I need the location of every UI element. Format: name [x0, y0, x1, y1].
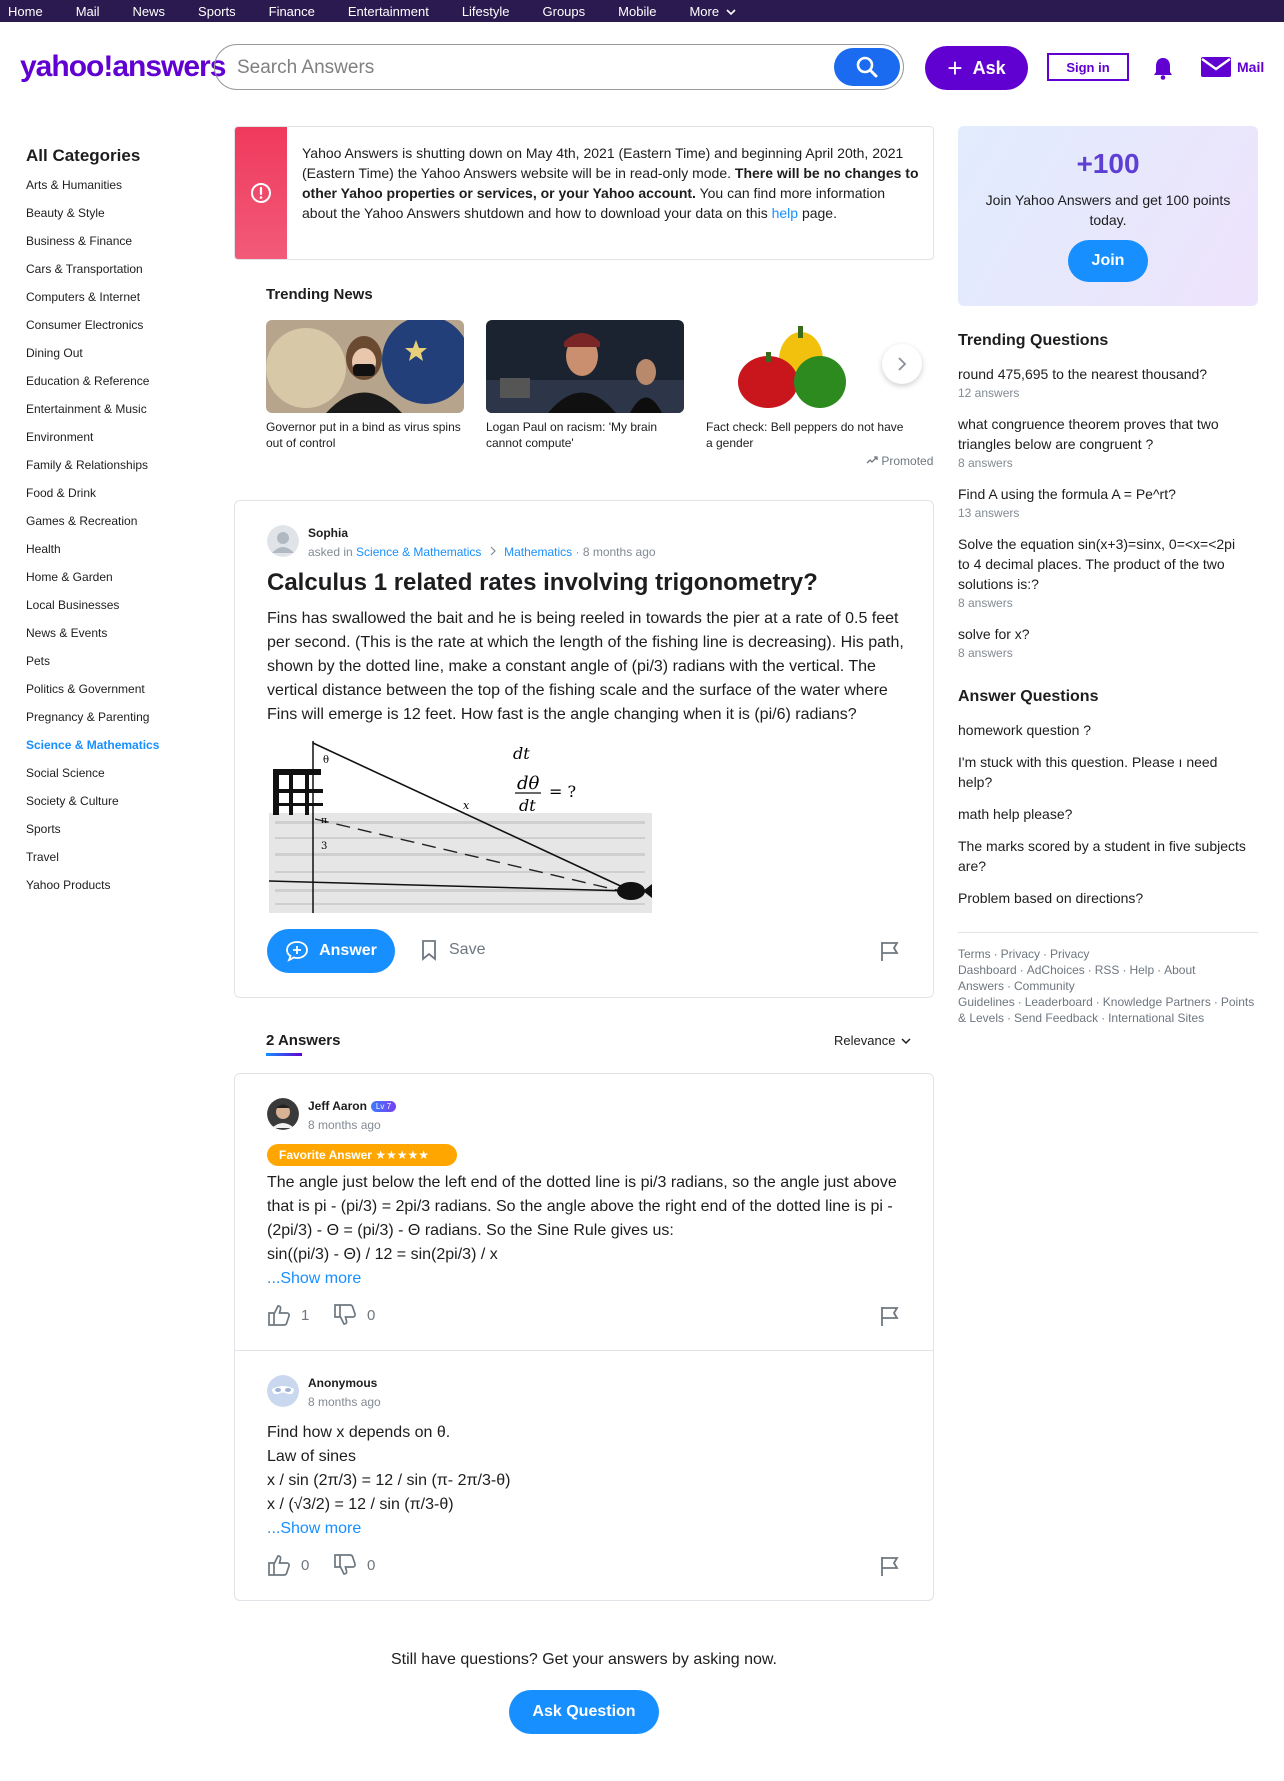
sidebar-category-item[interactable]: Travel	[26, 850, 59, 864]
sidebar-category-item[interactable]: Education & Reference	[26, 374, 150, 388]
anonymous-avatar	[267, 1375, 299, 1407]
news-thumbnail	[486, 320, 684, 413]
trending-questions-title: Trending Questions	[958, 332, 1109, 349]
favorite-answer-badge: Favorite Answer ★★★★★	[267, 1144, 457, 1166]
news-card[interactable]	[266, 320, 464, 451]
yahoo-answers-logo[interactable]	[20, 50, 225, 84]
top-nav	[0, 0, 1284, 22]
search-icon	[856, 56, 878, 78]
footer-link[interactable]: Send Feedback	[1014, 1011, 1099, 1025]
footer-link[interactable]: Community Guidelines	[958, 979, 1075, 1009]
nav-mail[interactable]: Mail	[75, 3, 100, 19]
nav-finance[interactable]: Finance	[268, 3, 315, 19]
sidebar-category-item[interactable]: Entertainment & Music	[26, 402, 147, 416]
sidebar-category-item[interactable]: Computers & Internet	[26, 290, 141, 304]
thumbs-up-button[interactable]	[267, 1304, 309, 1326]
trend-icon	[866, 455, 878, 465]
sidebar-category-item[interactable]: Home & Garden	[26, 570, 113, 584]
chevron-right-icon	[489, 546, 497, 556]
nav-home[interactable]: Home	[8, 3, 43, 19]
sidebar-category-item[interactable]: Arts & Humanities	[26, 178, 123, 192]
subcategory-link[interactable]: Mathematics	[504, 545, 573, 559]
footer-link[interactable]: Privacy Dashboard	[958, 947, 1090, 977]
answer-count: 8 answers	[958, 646, 1013, 660]
category-link[interactable]: Science & Mathematics	[356, 545, 482, 559]
trending-question[interactable]	[958, 484, 1248, 520]
news-caption: Logan Paul on racism: 'My brain cannot compute'	[486, 420, 658, 450]
sidebar-category-item[interactable]: Local Businesses	[26, 598, 120, 612]
answer-time: 8 months ago	[308, 1118, 381, 1132]
thumbs-down-button[interactable]	[333, 1304, 375, 1326]
asker-name[interactable]: Sophia	[308, 526, 349, 540]
footer-links	[958, 946, 1258, 1026]
answers-underline	[266, 1053, 302, 1056]
nav-more[interactable]	[656, 4, 735, 19]
news-thumbnail	[266, 320, 464, 413]
join-text: Join Yahoo Answers and get 100 points today.	[985, 192, 1231, 228]
answer-body	[267, 1421, 907, 1541]
answer-divider	[235, 1350, 933, 1351]
header	[0, 22, 1284, 114]
sidebar-category-item[interactable]: Dining Out	[26, 346, 83, 360]
footer-separator: ·	[1007, 1011, 1012, 1025]
footer-separator: ·	[1101, 1011, 1106, 1025]
avatar[interactable]	[267, 1098, 299, 1130]
promoted-text: Promoted	[881, 454, 934, 468]
save-label: Save	[449, 941, 486, 958]
thumbs-up-icon	[267, 1304, 291, 1326]
sidebar-category-item[interactable]: Science & Mathematics	[26, 738, 160, 752]
chevron-right-icon	[897, 356, 907, 372]
answer-count: 13 answers	[958, 506, 1020, 520]
up-count: 0	[301, 1556, 310, 1574]
trending-question-text: solve for x?	[958, 626, 1030, 642]
nav-groups[interactable]: Groups	[542, 3, 586, 19]
footer-link[interactable]: Leaderboard	[1024, 995, 1093, 1009]
sidebar-category-item[interactable]: Consumer Electronics	[26, 318, 144, 332]
trending-question[interactable]	[958, 534, 1248, 610]
level-badge: Lv 7	[371, 1101, 396, 1112]
svg-text:dt: dt	[513, 744, 530, 763]
trending-question-text: what congruence theorem proves that two triangles below are congruent ?	[958, 416, 1219, 452]
logo-answers: answers	[112, 50, 226, 83]
footer-link[interactable]: Privacy	[1000, 947, 1041, 961]
save-button[interactable]	[421, 939, 485, 961]
sidebar-category-item[interactable]: Cars & Transportation	[26, 262, 143, 276]
sidebar-category-item[interactable]: Social Science	[26, 766, 105, 780]
still-have-questions-text: Still have questions? Get your answers by asking now.	[391, 1651, 777, 1668]
answerer-name[interactable]	[308, 1099, 396, 1113]
mail-label: Mail	[1237, 59, 1265, 75]
answerer-name: Anonymous	[308, 1376, 378, 1390]
answer-line: Law of sines	[267, 1448, 356, 1465]
footer-separator: ·	[1043, 947, 1048, 961]
sidebar-category-item[interactable]: Family & Relationships	[26, 458, 149, 472]
trending-question-text: round 475,695 to the nearest thousand?	[958, 366, 1208, 382]
thumbs-up-icon	[267, 1554, 291, 1576]
footer-separator: ·	[1007, 979, 1012, 993]
question-title: Calculus 1 related rates involving trigonometry?	[267, 569, 818, 596]
footer-divider	[958, 932, 1258, 933]
sidebar-category-item[interactable]: Yahoo Products	[26, 878, 111, 892]
news-next-button[interactable]	[882, 344, 922, 384]
svg-text:dθ: dθ	[517, 773, 540, 794]
search-input[interactable]	[235, 53, 839, 83]
answer-time: 8 months ago	[308, 1395, 381, 1409]
answer-line: x / (√3/2) = 12 / sin (π/3-θ)	[267, 1496, 454, 1513]
svg-text:dt: dt	[519, 796, 536, 815]
footer-link[interactable]: AdChoices	[1026, 963, 1085, 977]
svg-text:θ: θ	[323, 755, 330, 766]
footer-separator: ·	[1213, 995, 1218, 1009]
thumbs-down-icon	[333, 1554, 357, 1576]
footer-separator: ·	[1017, 995, 1022, 1009]
mail-icon	[1200, 56, 1232, 78]
footer-link[interactable]: Terms	[958, 947, 991, 961]
trending-question-text: Solve the equation sin(x+3)=sinx, 0=<x=<2pi to 4 decimal places. The product of the two solutions is:?	[958, 536, 1236, 592]
footer-link[interactable]: RSS	[1094, 963, 1120, 977]
mail-link[interactable]	[1200, 56, 1264, 78]
footer-link[interactable]: About Answers	[958, 963, 1196, 993]
answer-line: x / sin (2π/3) = 12 / sin (π- 2π/3-θ)	[267, 1472, 511, 1489]
down-count: 0	[367, 1556, 376, 1574]
sidebar-category-item[interactable]: Sports	[26, 822, 61, 836]
sidebar-category-item[interactable]: Beauty & Style	[26, 206, 105, 220]
bell-icon[interactable]	[1152, 56, 1174, 80]
sort-label: Relevance	[834, 1033, 896, 1048]
thumbs-up-button[interactable]	[267, 1554, 309, 1576]
shutdown-notice	[234, 126, 934, 260]
answerer-name-text: Jeff Aaron	[308, 1099, 367, 1113]
join-card	[958, 126, 1258, 306]
nav-news[interactable]: News	[132, 3, 166, 19]
footer-separator: ·	[993, 947, 998, 961]
open-question[interactable]: math help please?	[958, 806, 1073, 822]
nav-mobile[interactable]: Mobile	[618, 3, 657, 19]
answer-count: 8 answers	[958, 456, 1013, 470]
question-meta	[308, 545, 656, 559]
sidebar-category-item[interactable]: News & Events	[26, 626, 108, 640]
notice-help-link[interactable]: help	[771, 205, 799, 221]
footer-link[interactable]: Help	[1129, 963, 1155, 977]
sidebar-category-item[interactable]: Politics & Government	[26, 682, 145, 696]
news-caption: Governor put in a bind as virus spins out of control	[266, 420, 461, 450]
nav-entertainment[interactable]: Entertainment	[347, 3, 429, 19]
logo-yahoo: yahoo!	[20, 50, 113, 83]
sidebar-category-item[interactable]: Health	[26, 542, 61, 556]
chevron-down-icon	[901, 1037, 911, 1045]
sidebar-category-item[interactable]: Food & Drink	[26, 486, 97, 500]
news-caption: Fact check: Bell peppers do not have a gender	[706, 420, 904, 450]
points-value: +100	[1076, 148, 1140, 179]
bookmark-icon	[421, 939, 437, 961]
sidebar-title: All Categories	[26, 146, 141, 165]
answer-count: 12 answers	[958, 386, 1020, 400]
thumbs-down-icon	[333, 1304, 357, 1326]
notice-text	[302, 143, 922, 223]
ask-label: Ask	[972, 57, 1006, 78]
sort-dropdown[interactable]	[834, 1033, 911, 1048]
trending-question-text: Find A using the formula A = Pe^rt?	[958, 486, 1176, 502]
footer-separator: ·	[1157, 963, 1162, 977]
answer-label: Answer	[319, 942, 377, 959]
nav-sports[interactable]: Sports	[198, 3, 236, 19]
footer-separator: ·	[1019, 963, 1024, 977]
flag-icon[interactable]	[879, 1555, 901, 1577]
answer-count: 8 answers	[958, 596, 1013, 610]
sign-in-button[interactable]: Sign in	[1047, 53, 1129, 81]
category-list	[26, 178, 226, 906]
ask-button[interactable]	[925, 46, 1028, 90]
show-more-link[interactable]: ...Show more	[267, 1520, 362, 1537]
show-more-link[interactable]: ...Show more	[267, 1270, 362, 1287]
svg-text:x: x	[463, 799, 470, 812]
promoted-label	[866, 454, 933, 468]
footer-link[interactable]: International Sites	[1108, 1011, 1205, 1025]
open-question[interactable]: homework question ?	[958, 722, 1092, 738]
notice-part1: Yahoo Answers is shutting down on May 4th, 2021 (Eastern Time) and beginning April 20th, 2021 (Eastern Time) the Yahoo Answers website will be in read-only mode.	[302, 145, 904, 181]
trending-question[interactable]	[958, 624, 1248, 660]
notice-bar	[235, 127, 287, 259]
svg-text:3: 3	[321, 841, 328, 852]
trending-news-title: Trending News	[266, 286, 373, 303]
answer-body	[267, 1171, 907, 1291]
thumbs-down-button[interactable]	[333, 1554, 375, 1576]
answers-count: 2 Answers	[266, 1032, 341, 1049]
answer-questions-title: Answer Questions	[958, 688, 1099, 705]
answer-line: Find how x depends on θ.	[267, 1424, 451, 1441]
chevron-down-icon	[726, 8, 736, 16]
news-card[interactable]	[706, 320, 904, 451]
sidebar-category-item[interactable]: Society & Culture	[26, 794, 119, 808]
footer-separator: ·	[1087, 963, 1092, 977]
up-count: 1	[301, 1306, 310, 1324]
open-question[interactable]: The marks scored by a student in five subjects are?	[958, 838, 1246, 874]
open-question[interactable]: Problem based on directions?	[958, 890, 1144, 906]
question-body: Fins has swallowed the bait and he is being reeled in towards the pier at a rate of 0.5 feet per second. (This is the rate at which the length of the fishing line is decreasing). His path, shown by the dotted line, make a constant angle of (pi/3) radians with the vertical. The vertical distance between the top of the fishing scale and the surface of the water where Fins will emerge is 12 feet. How fast is the angle changing when it is (pi/6) radians?	[267, 610, 904, 723]
nav-lifestyle[interactable]: Lifestyle	[461, 3, 510, 19]
ask-question-button[interactable]: Ask Question	[509, 1690, 659, 1734]
trending-question[interactable]	[958, 414, 1248, 470]
news-card[interactable]	[486, 320, 684, 451]
sidebar-category-item[interactable]: Games & Recreation	[26, 514, 138, 528]
avatar[interactable]	[267, 525, 299, 557]
sidebar-category-item[interactable]: Environment	[26, 430, 94, 444]
footer-link[interactable]: Knowledge Partners	[1102, 995, 1211, 1009]
flag-icon[interactable]	[879, 1305, 901, 1327]
news-thumbnail	[706, 320, 904, 413]
open-question[interactable]: I'm stuck with this question. Please ı need help?	[958, 754, 1218, 790]
plus-icon: +	[947, 53, 963, 83]
svg-text:π: π	[321, 816, 327, 826]
category-sidebar	[26, 146, 226, 906]
sidebar-category-item[interactable]: Pregnancy & Parenting	[26, 710, 150, 724]
flag-icon[interactable]	[879, 940, 901, 962]
answer-button[interactable]	[267, 929, 395, 973]
notice-part2: You can find more information about the Yahoo Answers shutdown and how to download your data on this	[302, 185, 886, 221]
search-button[interactable]	[834, 48, 900, 86]
sidebar-category-item[interactable]: Business & Finance	[26, 234, 133, 248]
answer-plus-icon	[285, 940, 309, 962]
answer-line: The angle just below the left end of the dotted line is pi/3 radians, so the angle just above that is pi - (pi/3) = 2pi/3 radians. So the angle above the right end of the dotted line is pi - (2pi/3) - Θ = (pi/3) - Θ radians. So the Sine Rule gives us:	[267, 1174, 897, 1239]
trending-question[interactable]	[958, 364, 1248, 400]
join-button[interactable]: Join	[1068, 240, 1148, 282]
footer-link[interactable]: Points & Levels	[958, 995, 1255, 1025]
answers-list	[234, 1073, 934, 1601]
svg-text:= ?: = ?	[549, 782, 577, 801]
alert-icon	[250, 182, 272, 204]
asked-in-label: asked in	[308, 545, 353, 559]
question-diagram-image	[269, 741, 652, 913]
notice-part3: page.	[798, 205, 837, 221]
footer-separator: ·	[1122, 963, 1127, 977]
footer-separator: ·	[1095, 995, 1100, 1009]
notice-bold: There will be no changes to other Yahoo properties or services, or your Yahoo account.	[302, 165, 919, 201]
question-card	[234, 500, 934, 998]
search-box	[214, 44, 904, 90]
down-count: 0	[367, 1306, 376, 1324]
nav-more-label: More	[689, 3, 720, 19]
question-time: · 8 months ago	[575, 545, 656, 559]
sidebar-category-item[interactable]: Pets	[26, 654, 51, 668]
answer-line: sin((pi/3) - Θ) / 12 = sin(2pi/3) / x	[267, 1246, 498, 1263]
